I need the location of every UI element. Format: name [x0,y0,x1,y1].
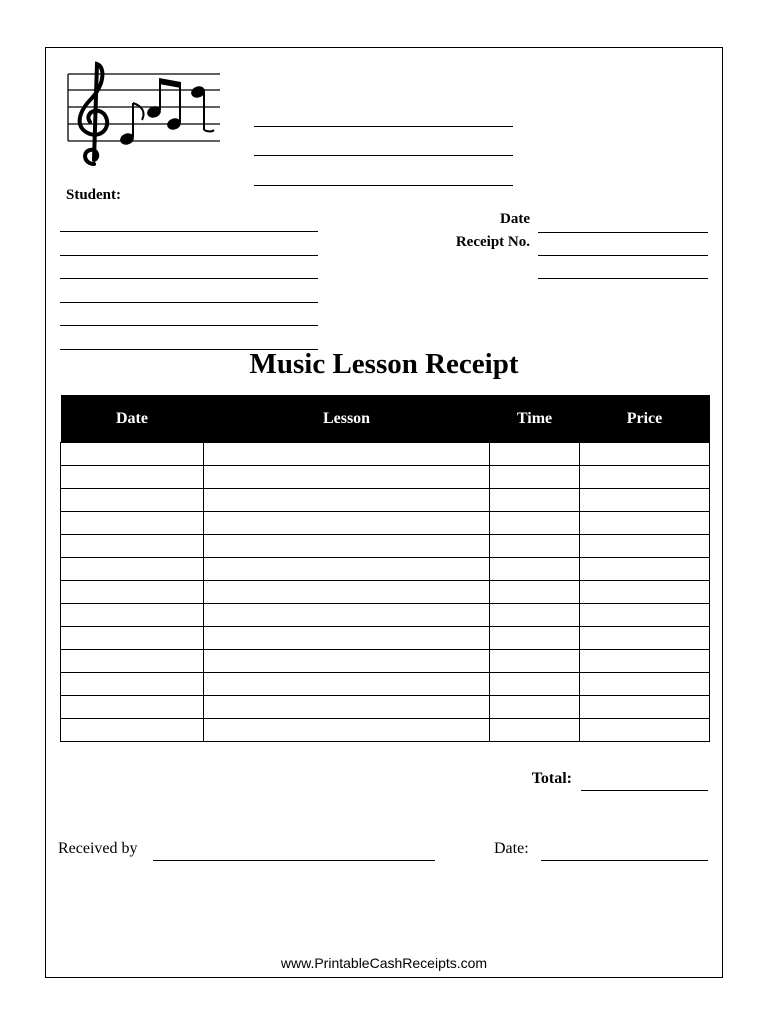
table-row [61,512,710,535]
table-row [61,535,710,558]
cell-price[interactable] [580,627,710,650]
cell-time[interactable] [490,696,580,719]
total-label: Total: [531,770,572,787]
table-row [61,627,710,650]
cell-lesson[interactable] [204,443,490,466]
lessons-table [60,395,710,742]
cell-time[interactable] [490,581,580,604]
extra-field-line[interactable] [538,278,708,279]
cell-lesson[interactable] [204,558,490,581]
cell-price[interactable] [580,581,710,604]
cell-date[interactable] [61,627,204,650]
cell-price[interactable] [580,512,710,535]
table-row [61,650,710,673]
cell-price[interactable] [580,443,710,466]
cell-time[interactable] [490,558,580,581]
cell-lesson[interactable] [204,604,490,627]
cell-price[interactable] [580,558,710,581]
cell-date[interactable] [61,581,204,604]
table-row [61,443,710,466]
column-header-date: Date [61,395,204,443]
cell-time[interactable] [490,627,580,650]
cell-time[interactable] [490,535,580,558]
cell-lesson[interactable] [204,535,490,558]
received-by-label: Received by [58,840,138,857]
header-line-1[interactable] [254,126,513,127]
cell-price[interactable] [580,604,710,627]
column-header-time: Time [490,395,580,443]
cell-date[interactable] [61,673,204,696]
table-row [61,466,710,489]
cell-lesson[interactable] [204,673,490,696]
cell-lesson[interactable] [204,466,490,489]
cell-date[interactable] [61,489,204,512]
cell-price[interactable] [580,650,710,673]
cell-time[interactable] [490,650,580,673]
cell-date[interactable] [61,535,204,558]
cell-lesson[interactable] [204,696,490,719]
cell-time[interactable] [490,489,580,512]
cell-price[interactable] [580,696,710,719]
cell-lesson[interactable] [204,719,490,742]
footer-url: www.PrintableCashReceipts.com [280,955,488,971]
header-line-3[interactable] [254,185,513,186]
cell-time[interactable] [490,443,580,466]
cell-date[interactable] [61,466,204,489]
cell-date[interactable] [61,650,204,673]
date-label: Date [500,211,530,227]
cell-time[interactable] [490,512,580,535]
table-row [61,719,710,742]
cell-time[interactable] [490,466,580,489]
table-row [61,581,710,604]
cell-price[interactable] [580,535,710,558]
cell-time[interactable] [490,604,580,627]
cell-date[interactable] [61,512,204,535]
receipt-no-field[interactable] [538,255,708,256]
cell-time[interactable] [490,719,580,742]
page-title: Music Lesson Receipt [249,348,519,380]
signature-date-field[interactable] [541,860,708,861]
student-line-1[interactable] [60,231,318,232]
student-label: Student: [66,187,122,203]
cell-lesson[interactable] [204,489,490,512]
table-row [61,696,710,719]
cell-date[interactable] [61,719,204,742]
cell-price[interactable] [580,466,710,489]
cell-time[interactable] [490,673,580,696]
column-header-lesson: Lesson [204,395,490,443]
table-row [61,489,710,512]
table-row [61,604,710,627]
date-field[interactable] [538,232,708,233]
cell-date[interactable] [61,443,204,466]
cell-lesson[interactable] [204,581,490,604]
student-line-3[interactable] [60,278,318,279]
cell-lesson[interactable] [204,627,490,650]
student-line-5[interactable] [60,325,318,326]
cell-price[interactable] [580,489,710,512]
cell-date[interactable] [61,696,204,719]
received-by-field[interactable] [153,860,435,861]
table-header-row [61,395,710,443]
student-line-4[interactable] [60,302,318,303]
column-header-price: Price [580,395,710,443]
cell-date[interactable] [61,558,204,581]
cell-price[interactable] [580,673,710,696]
cell-price[interactable] [580,719,710,742]
cell-date[interactable] [61,604,204,627]
signature-date-label: Date: [494,840,529,857]
table-row [61,558,710,581]
music-notes-icon [64,60,222,168]
header-line-2[interactable] [254,155,513,156]
cell-lesson[interactable] [204,650,490,673]
receipt-no-label: Receipt No. [455,234,530,250]
total-field[interactable] [581,790,708,791]
cell-lesson[interactable] [204,512,490,535]
table-row [61,673,710,696]
student-line-2[interactable] [60,255,318,256]
